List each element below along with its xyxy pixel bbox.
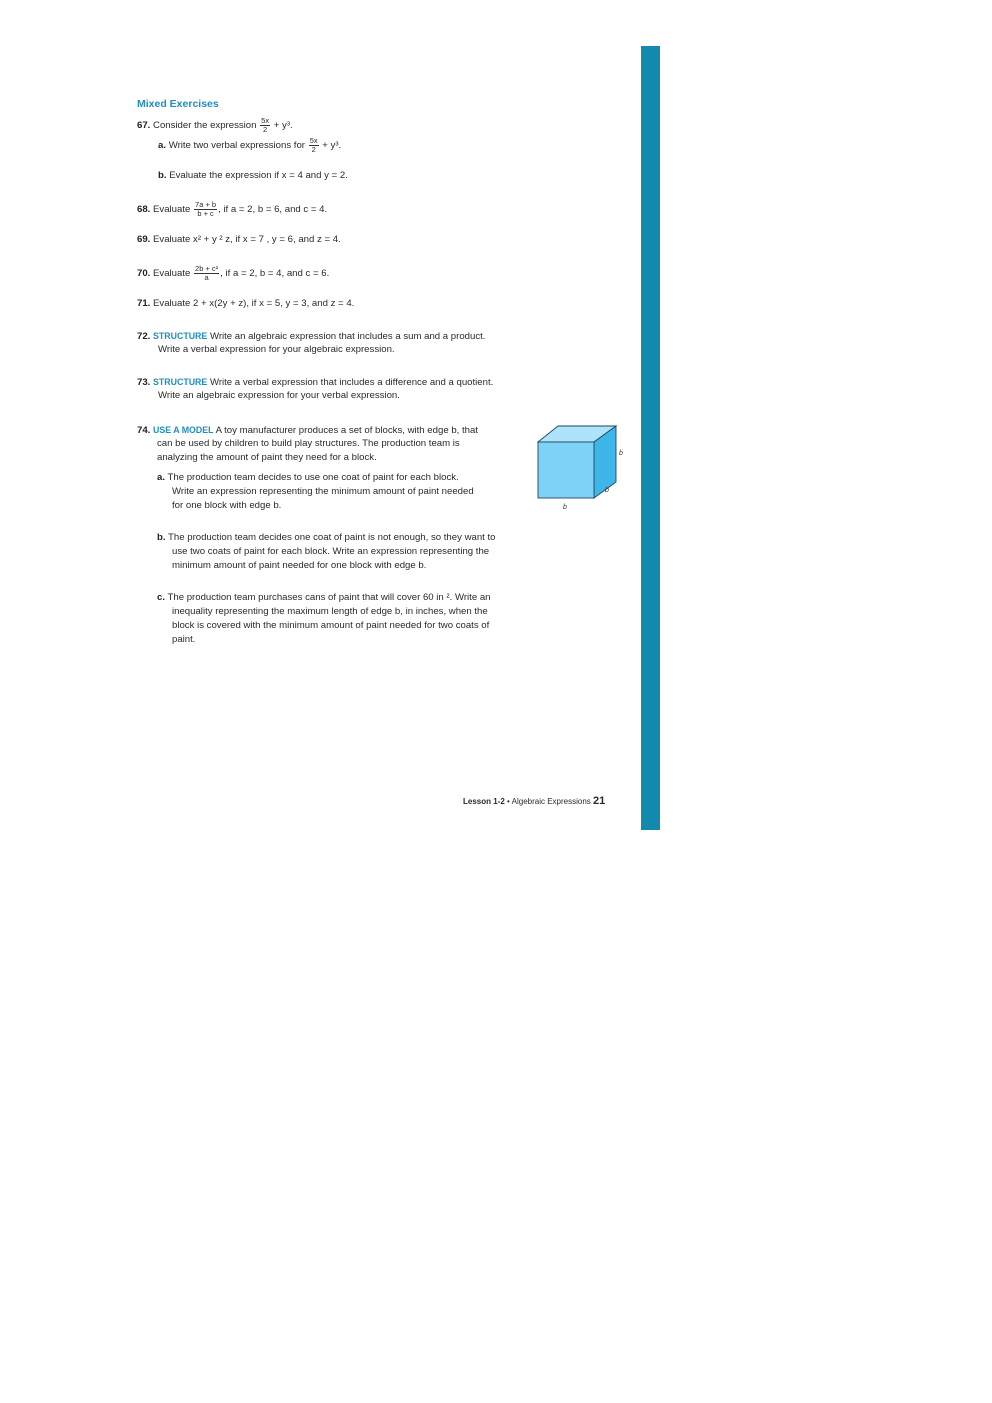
fraction: $\frac{\text{2b + c²}}{a}$ [195, 264, 219, 282]
problem-text: Consider the expression [153, 120, 257, 132]
lesson-title: Algebraic Expressions [511, 797, 591, 806]
problem-74a: a. The production team decides to use one coat of paint for each block. [157, 472, 459, 483]
problem-74a-line2: Write an expression representing the minimum amount of paint needed [172, 486, 474, 497]
problem-74c-line4: paint. [172, 634, 196, 645]
structure-tag: STRUCTURE [153, 377, 208, 387]
cube-label-bottom: b [563, 504, 567, 511]
problem-74b-line2: use two coats of paint for each block. Write an expression representing the [172, 546, 490, 557]
problem-tail: + y³. [273, 120, 293, 132]
problem-69: 69. Evaluate x² + y ² z, if x = 7 , y = 6, and z = 4. [137, 234, 341, 245]
cube-label-depth: b [605, 487, 609, 494]
use-a-model-tag: USE A MODEL [153, 425, 214, 435]
problem-number: 67. [137, 120, 151, 132]
page-footer [463, 795, 605, 807]
problem-68: 68. Evaluate $\frac{7a + b}{b + c}$ , if a = 2, b = 6, and c = 4. [137, 200, 328, 218]
problem-74-line3: analyzing the amount of paint they need for a block. [157, 452, 377, 463]
problem-71: 71. Evaluate 2 + x(2y + z), if x = 5, y = 3, and z = 4. [137, 298, 355, 309]
fraction: $\frac{5x}{2}$ [261, 116, 270, 134]
problem-74c-line2: inequality representing the maximum length of edge b, in inches, when the [172, 606, 488, 617]
cube-figure [534, 424, 634, 514]
problem-70: 70. Evaluate $\frac{\text{2b + c²}}{a}$ , if a = 2, b = 4, and c = 6. [137, 264, 330, 282]
problem-74b: b. The production team decides one coat of paint is not enough, so they want to [157, 532, 496, 543]
problem-74b-line3: minimum amount of paint needed for one block with edge b. [172, 560, 427, 571]
problem-74c-line3: block is covered with the minimum amount of paint needed for two coats of [172, 620, 490, 631]
cube-front-face [538, 442, 594, 498]
problem-72-line2: Write a verbal expression for your algebraic expression. [158, 344, 395, 355]
problem-73-line2: Write an algebraic expression for your verbal expression. [158, 390, 400, 401]
problem-74: 74. USE A MODEL A toy manufacturer produces a set of blocks, with edge b, that [137, 425, 478, 436]
problem-67 [137, 117, 293, 134]
lesson-number: Lesson 1-2 [463, 797, 505, 806]
page-number: 21 [593, 795, 606, 807]
section-heading: Mixed Exercises [137, 98, 219, 110]
accent-sidebar-bar [641, 46, 660, 830]
problem-74c: c. The production team purchases cans of paint that will cover 60 in ². Write an [157, 592, 491, 603]
footer-separator: • [507, 797, 510, 806]
problem-74a-line3: for one block with edge b. [172, 500, 282, 511]
problem-67a: a. Write two verbal expressions for $\frac{5x}{2}$ + y³. [158, 136, 342, 154]
problem-73: 73. STRUCTURE Write a verbal expression that includes a difference and a quotient. [137, 377, 494, 388]
problem-72: 72. STRUCTURE Write an algebraic expression that includes a sum and a product. [137, 331, 486, 342]
fraction: $\frac{5x}{2}$ [309, 136, 318, 154]
cube-label-right: b [619, 450, 623, 457]
structure-tag: STRUCTURE [153, 331, 208, 341]
problem-74-line2: can be used by children to build play structures. The production team is [157, 438, 460, 449]
fraction: $\frac{7a + b}{b + c}$ [195, 200, 217, 218]
problem-67b: b. Evaluate the expression if x = 4 and y = 2. [158, 170, 348, 181]
